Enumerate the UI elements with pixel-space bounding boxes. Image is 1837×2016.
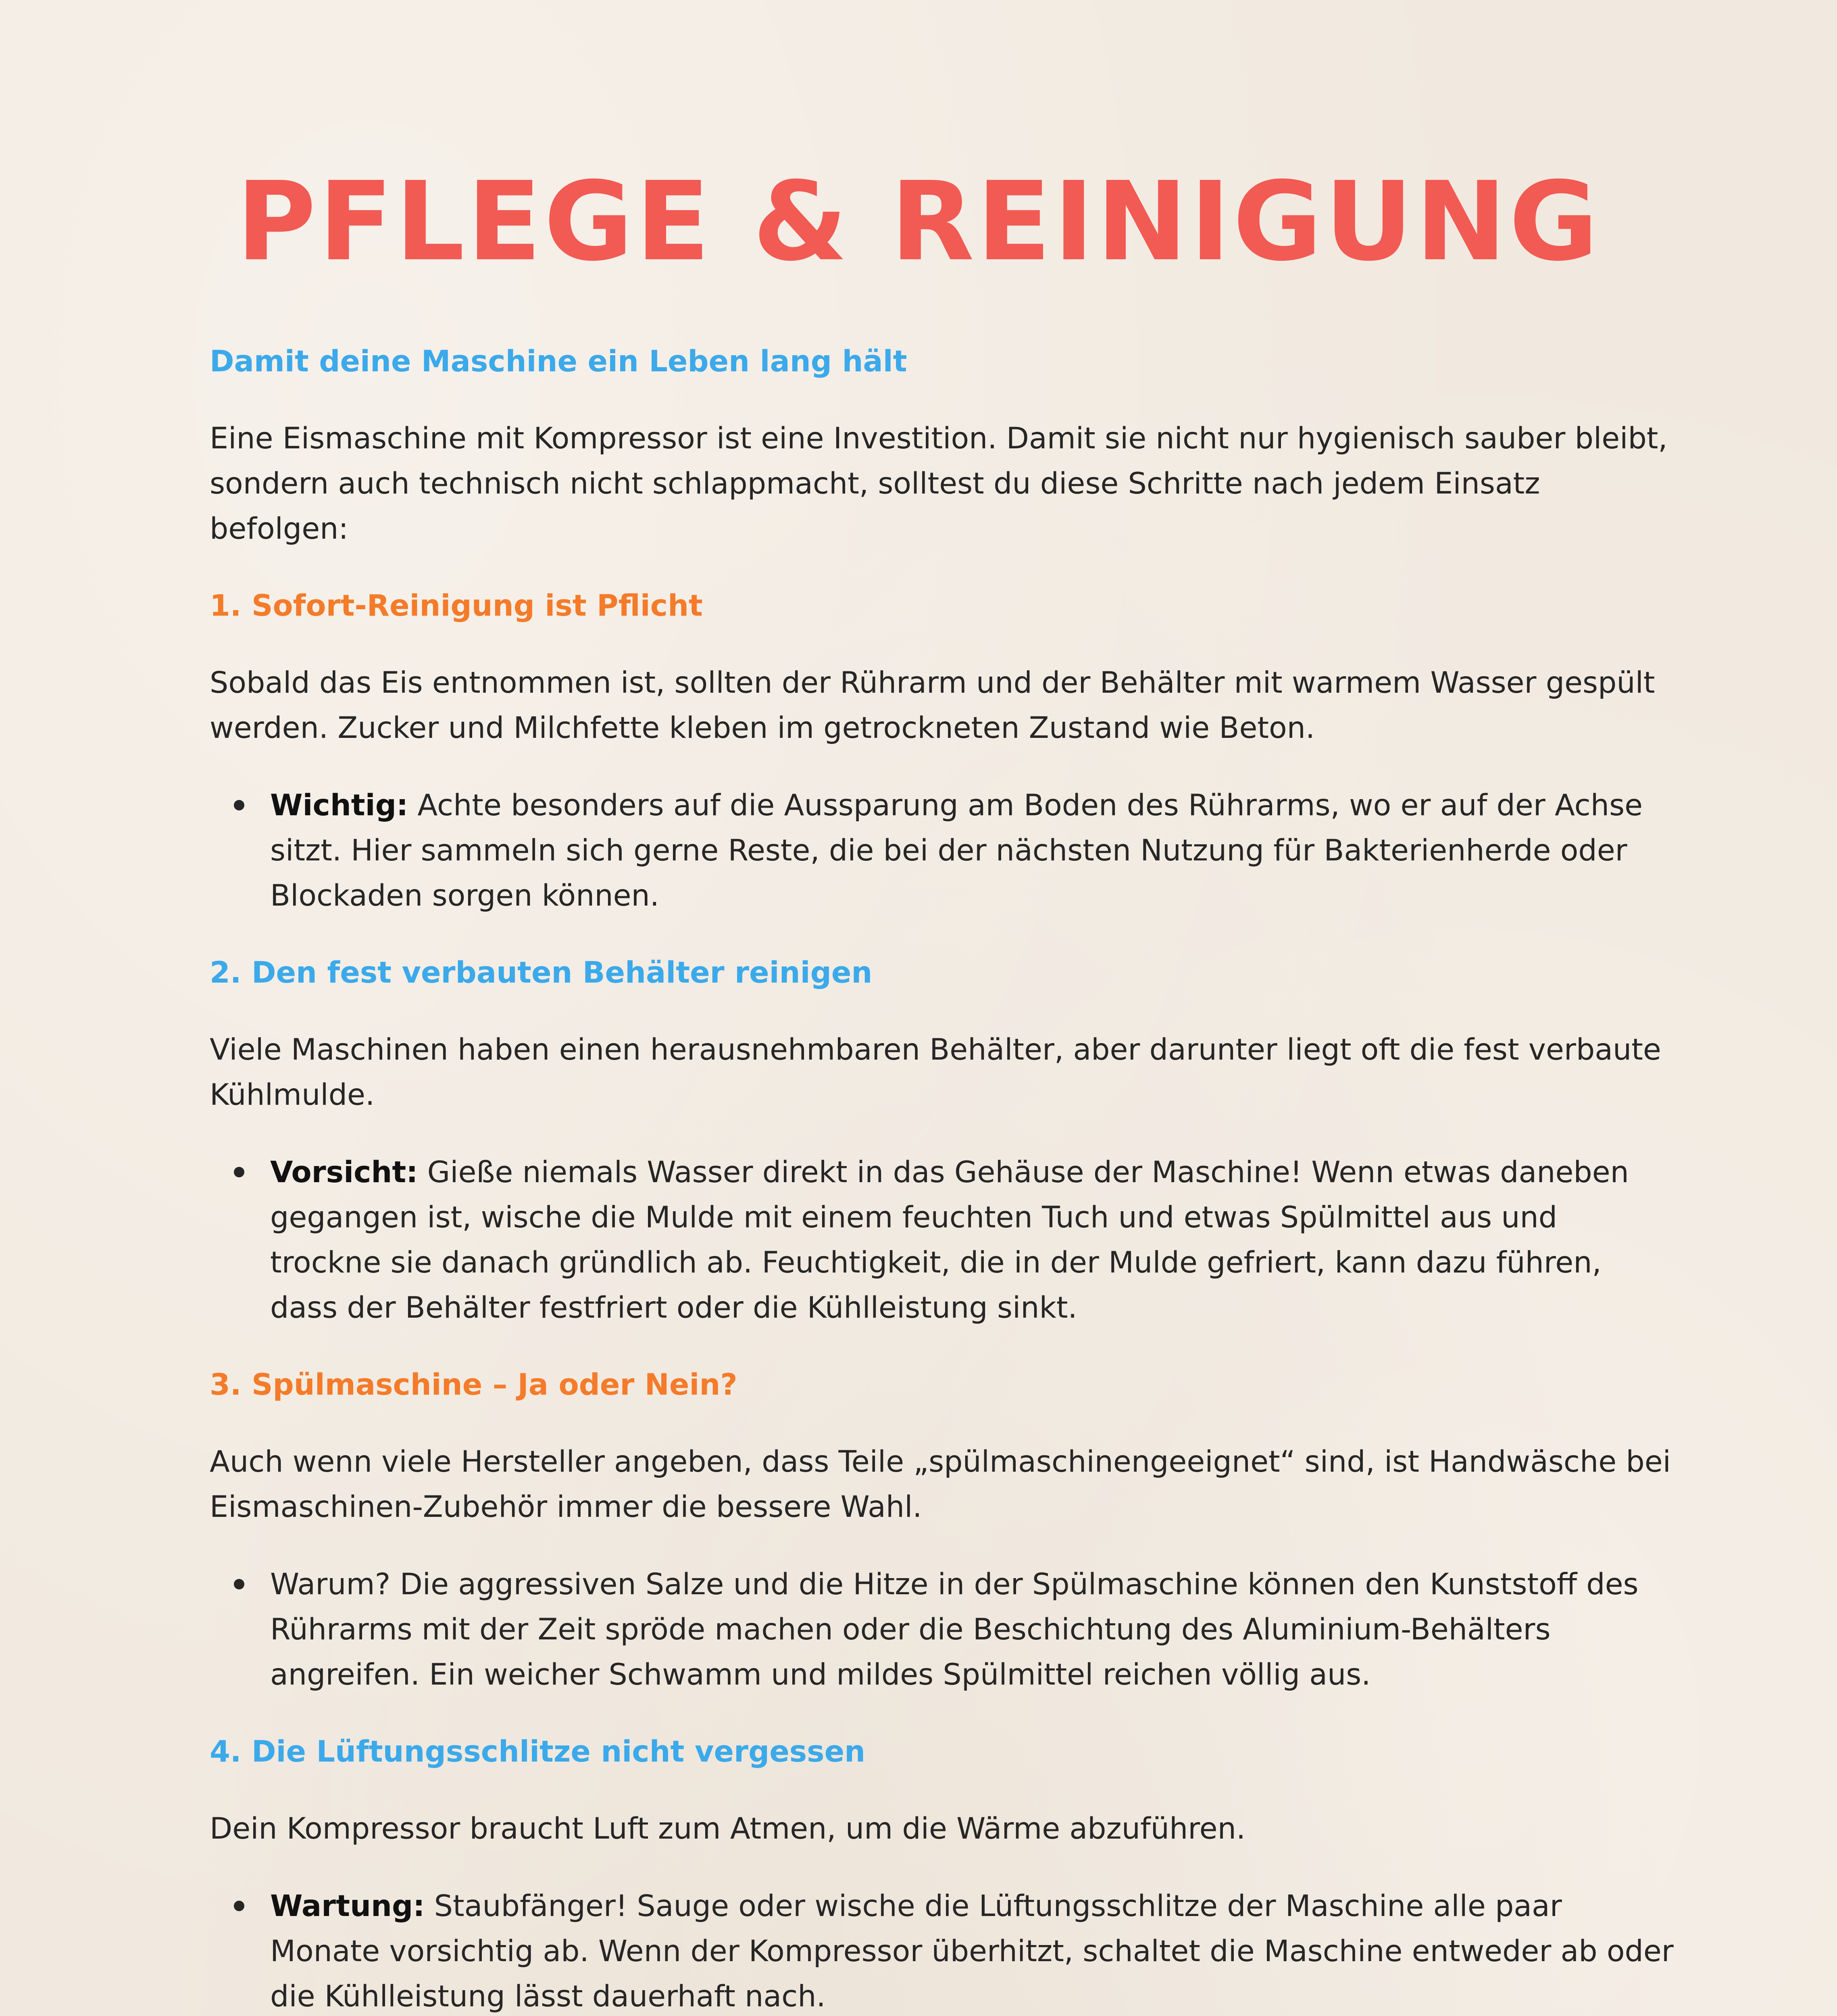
bullet-dot-icon xyxy=(234,800,244,810)
page-title: PFLEGE & REINIGUNG xyxy=(236,158,1601,285)
intro-paragraph: Eine Eismaschine mit Kompressor ist eine Investition. Damit sie nicht nur hygienisch sauber bleibt, sondern auch technisch nicht schlappmacht, solltest du diese Schritte nach jedem Einsatz befolgen: xyxy=(210,421,1668,546)
bullet-lead: Wartung: xyxy=(270,1889,425,1923)
content-column xyxy=(210,339,1677,2016)
bullet-text: Warum? Die aggressiven Salze und die Hitze in der Spülmaschine können den Kunststoff des Rührarms mit der Zeit spröde machen oder die Beschichtung des Aluminium-Behälters angreifen. Ein weicher Schwamm und mildes Spülmittel reichen völlig aus. xyxy=(270,1567,1639,1692)
bullet-text: Gieße niemals Wasser direkt in das Gehäuse der Maschine! Wenn etwas daneben gegangen ist, wische die Mulde mit einem feuchten Tuch und etwas Spülmittel aus und trockne sie danach gründlich ab. Feuchtigkeit, die in der Mulde gefriert, kann dazu führen, dass der Behälter festfriert oder die Kühlleistung sinkt. xyxy=(270,1155,1629,1325)
bullet-lead: Vorsicht: xyxy=(270,1155,418,1189)
section-paragraph-1: Sobald das Eis entnommen ist, sollten der Rührarm und der Behälter mit warmem Wasser gespült werden. Zucker und Milchfette kleben im getrockneten Zustand wie Beton. xyxy=(210,666,1655,745)
bullet-text: Achte besonders auf die Aussparung am Boden des Rührarms, wo er auf der Achse sitzt. Hier sammeln sich gerne Reste, die bei der nächsten Nutzung für Bakterienherde oder Blockaden sorgen können. xyxy=(270,788,1643,913)
section-paragraph-4: Dein Kompressor braucht Luft zum Atmen, um die Wärme abzuführen. xyxy=(210,1812,1246,1846)
bullet-item-3 xyxy=(210,1562,1677,1697)
bullet-item-4 xyxy=(210,1884,1677,2016)
bullet-text: Staubfänger! Sauge oder wische die Lüftungsschlitze der Maschine alle paar Monate vorsichtig ab. Wenn der Kompressor überhitzt, schaltet die Maschine entweder ab oder die Kühlleistung lässt dauerhaft nach. xyxy=(270,1889,1674,2014)
bullet-item-1 xyxy=(210,783,1677,918)
section-heading-1: 1. Sofort-Reinigung ist Pflicht xyxy=(210,589,703,623)
section-paragraph-3: Auch wenn viele Hersteller angeben, dass Teile „spülmaschinengeeignet“ sind, ist Handwäsche bei Eismaschinen-Zubehör immer die bessere Wahl. xyxy=(210,1445,1671,1524)
bullet-item-2 xyxy=(210,1150,1677,1331)
bullet-dot-icon xyxy=(234,1167,244,1177)
bullet-dot-icon xyxy=(234,1901,244,1911)
section-heading-3: 3. Spülmaschine – Ja oder Nein? xyxy=(210,1368,737,1402)
intro-heading: Damit deine Maschine ein Leben lang hält xyxy=(210,344,907,379)
section-heading-2: 2. Den fest verbauten Behälter reinigen xyxy=(210,956,873,990)
section-paragraph-2: Viele Maschinen haben einen herausnehmbaren Behälter, aber darunter liegt oft die fest verbaute Kühlmulde. xyxy=(210,1033,1661,1112)
bullet-dot-icon xyxy=(234,1579,244,1589)
section-heading-4: 4. Die Lüftungsschlitze nicht vergessen xyxy=(210,1735,866,1769)
bullet-lead: Wichtig: xyxy=(270,788,408,823)
